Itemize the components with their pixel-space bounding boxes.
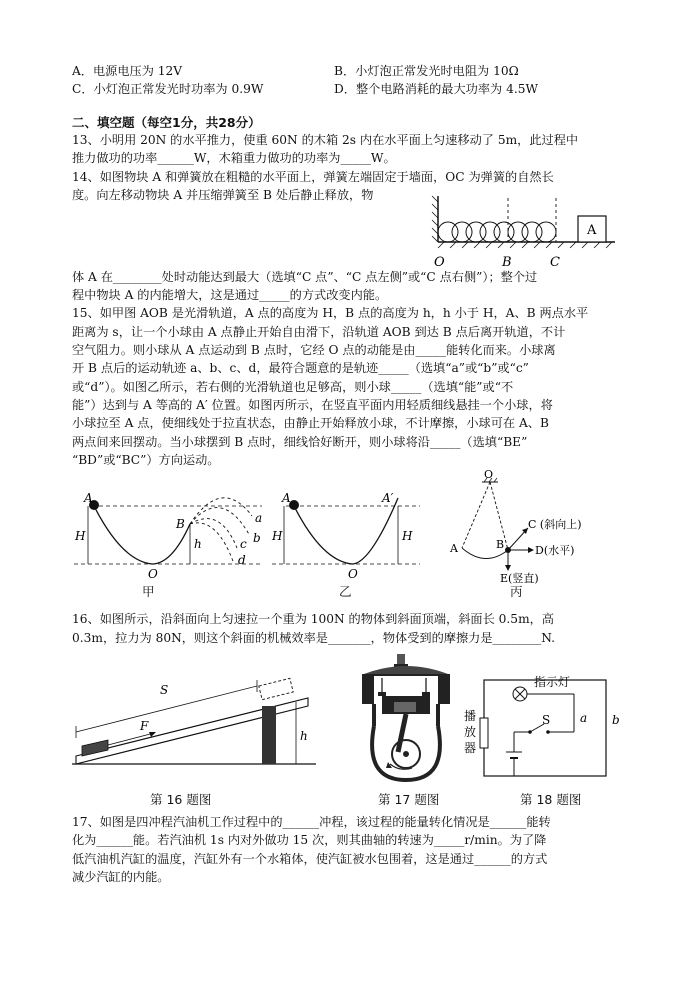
yi-h-label: H [272, 529, 283, 543]
q15-line: 或“d”）。如图乙所示，若右侧的光滑轨道也足够高，则小球_____（选填“能”或“不 [72, 380, 514, 394]
incline-h-label: h [300, 729, 308, 743]
circuit-figure [462, 672, 632, 782]
option-c: C．小灯泡正常发光时功率为 0.9W [72, 82, 264, 96]
jia-a-label: A [84, 491, 93, 505]
option-a: A．电源电压为 12V [72, 64, 183, 78]
q17-line: 减少汽缸的内能。 [72, 870, 170, 884]
q15-line: 两点间来回摆动。当小球摆到 B 点时，细线恰好断开，则小球将沿_____（选填“BE” [72, 435, 528, 449]
bing-a-label: A [450, 542, 458, 555]
jia-b-label: B [176, 517, 185, 531]
jia-track-b: b [253, 531, 261, 545]
q17-line: 化为______能。若汽油机 1s 内对外做功 15 次，则其曲轴的转速为_____r/min。为了降 [72, 833, 547, 847]
figure-bing [440, 468, 600, 586]
jia-hsmall-label: h [194, 537, 202, 551]
bing-d-label: D(水平) [535, 544, 575, 557]
yi-o-label: O [348, 567, 358, 581]
q13-line: 13、小明用 20N 的水平推力，使重 60N 的木箱 2s 内在水平面上匀速移动了 5m，此过程中 [72, 133, 579, 147]
jia-track-d: d [238, 553, 246, 567]
circuit-switch-label: S [542, 713, 551, 727]
circuit-player-label-3: 器 [464, 741, 477, 755]
q17-line: 17、如图是四冲程汽油机工作过程中的______冲程，该过程的能量转化情况是______能转 [72, 815, 551, 829]
engine-figure [354, 652, 464, 782]
caption-fig17: 第 17 题图 [378, 792, 440, 807]
point-o-label: O [434, 255, 445, 270]
yi-a-label: A [282, 491, 291, 505]
circuit-a-label: a [580, 711, 588, 725]
q14-line: 体 A 在________处时动能达到最大（选填“C 点”、“C 点左侧”或“C 点右侧”）；整个过 [72, 270, 538, 284]
q17-line: 低汽油机汽缸的温度，汽缸外有一个水箱体，使汽缸被水包围着，这是通过______的方式 [72, 852, 548, 866]
circuit-player-label-1: 播 [464, 709, 477, 723]
caption-fig18: 第 18 题图 [520, 792, 582, 807]
incline-f-label: F [140, 719, 149, 733]
q15-line: 能”）达到与 A 等高的 A′ 位置。如图丙所示，在竖直平面内用轻质细线悬挂一个小球，将 [72, 398, 553, 412]
jia-h-label: H [75, 529, 86, 543]
q14-line: 度。向左移动物块 A 并压缩弹簧至 B 处后静止释放，物 [72, 188, 374, 202]
q14-line: 14、如图物块 A 和弹簧放在粗糙的水平面上，弹簧左端固定于墙面，OC 为弹簧的自然长 [72, 170, 554, 184]
q16-line: 16、如图所示，沿斜面向上匀速拉一个重为 100N 的物体到斜面顶端，斜面长 0.5m，高 [72, 612, 554, 626]
q15-line: 小球拉至 A 点，使细线处于拉直状态，由静止开始释放小球，不计摩擦，小球可在 A、B [72, 416, 549, 430]
circuit-b-label: b [612, 713, 620, 727]
circuit-player-label-2: 放 [464, 725, 477, 739]
incline-figure [72, 660, 322, 780]
jia-track-a: a [255, 511, 263, 525]
point-b-label: B [502, 255, 512, 270]
section-title: 二、填空题（每空1分，共28分） [72, 115, 261, 130]
q15-line: 距离为 s，让一个小球由 A 点静止开始自由滑下，沿轨道 AOB 到达 B 点后离开轨道，不计 [72, 325, 566, 339]
figure-jia [72, 486, 272, 596]
bing-o-label: O [484, 468, 494, 481]
yi-a2-label: A′ [382, 491, 394, 505]
q15-line: 15、如甲图 AOB 是光滑轨道，A 点的高度为 H，B 点的高度为 h，h 小于 H，A、B 两点水平 [72, 306, 589, 320]
caption-bing: 丙 [510, 584, 523, 599]
q15-line: 开 B 点后的运动轨迹 a、b、c、d，最符合题意的是轨迹_____（选填“a”或“b”或“c” [72, 361, 529, 375]
jia-track-c: c [240, 537, 247, 551]
block-label: A [587, 223, 597, 238]
option-d: D．整个电路消耗的最大功率为 4.5W [334, 82, 538, 96]
bing-e-label: E(竖直) [500, 572, 539, 585]
bing-b-label: B [496, 538, 505, 551]
q16-line: 0.3m，拉力为 80N，则这个斜面的机械效率是_______，物体受到的摩擦力是________N. [72, 631, 556, 645]
q14-line: 程中物块 A 的内能增大，这是通过_____的方式改变内能。 [72, 288, 388, 302]
jia-o-label: O [148, 567, 158, 581]
incline-s-label: S [160, 683, 169, 697]
caption-yi: 乙 [339, 584, 352, 599]
caption-jia: 甲 [142, 584, 155, 599]
q15-line: “BD”或“BC”）方向运动。 [72, 453, 220, 467]
spring-block-figure [430, 192, 620, 272]
figure-yi [270, 486, 430, 596]
caption-fig16: 第 16 题图 [150, 792, 212, 807]
q15-line: 空气阻力。则小球从 A 点运动到 B 点时，它经 O 点的动能是由_____能转化而来。小球离 [72, 343, 556, 357]
point-c-label: C [550, 255, 560, 270]
option-b: B．小灯泡正常发光时电阻为 10Ω [334, 64, 519, 78]
q13-line: 推力做功的功率______W，木箱重力做功的功率为_____W。 [72, 151, 396, 165]
circuit-lamp-label: 指示灯 [534, 675, 571, 689]
bing-c-label: C (斜向上) [528, 518, 582, 531]
yi-h2-label: H [402, 529, 413, 543]
